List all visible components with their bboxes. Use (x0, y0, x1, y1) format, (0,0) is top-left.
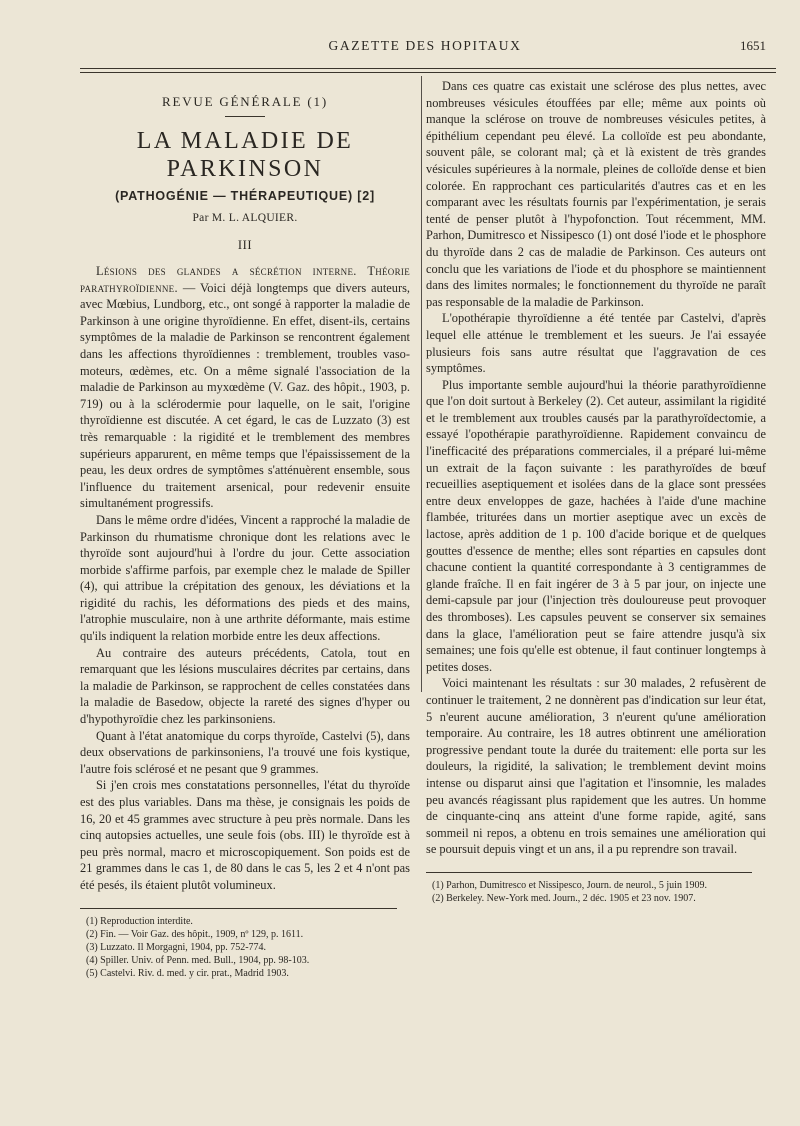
right-column (426, 78, 766, 905)
paragraph (80, 263, 410, 512)
footnote: (1) Parhon, Dumitresco et Nissipesco, Journ. de neurol., 5 juin 1909. (432, 879, 707, 891)
right-body-text (426, 78, 766, 858)
footnote-rule (426, 872, 752, 873)
article-byline: Par M. L. ALQUIER. (192, 212, 298, 224)
paragraph: Plus importante semble aujourd'hui la théorie parathyroïdienne que l'on doit surtout à Berkeley (2). Cet auteur, assimilant la rigidité et le tremblement aux troubles causés par la parathyroïdectomie, a essayé l'opothérapie parathyroïdienne. Rapidement convaincu de l'inefficacité des préparations commerciales, il a préparé lui-même un extrait de la façon suivante : les parathyroïdes de bœuf recueillies aseptiquement et isolées dans de la glace sont pressées entre deux enveloppes de gaze, hachées à l'aide d'une machine flambée, triturées dans un mortier aseptique avec un excès de lactose, après addition de 1 p. 100 d'acide borique et de quelques gouttes d'essence de menthe; elles sont réparties en capsules dont chacune contient la quantité correspondante à 3 centigrammes de glande fraîche. Il en fait ingérer de 3 à 5 par jour, on injecte une demi-capsule par jour (l'injection très douloureuse peut provoquer des thromboses). Les capsules peuvent se conserver six semaines dans la glace, l'amélioration peut se faire attendre jusqu'à six semaines; une fois qu'elle est obtenue, il faut continuer longtemps à petites doses. (426, 377, 766, 674)
paragraph: Quant à l'état anatomique du corps thyroïde, Castelvi (5), dans deux observations de parkinsoniens, l'a trouvé une fois kystique, l'autre fois sclérosé et ne pesant que 9 grammes. (80, 728, 410, 776)
paragraph-body: — Voici déjà longtemps que divers auteurs, avec Mœbius, Lundborg, etc., ont songé à rapporter la maladie de Parkinson à une origine thyroïdienne. En effet, disent-ils, certains symptômes de la maladie de Parkinson se rencontrent également dans les affections thyroïdiennes : tremblement, troubles vaso-moteurs, œdèmes, etc. On a même signalé l'association de la maladie de Parkinson au myxœdème (V. Gaz. des hôpit., 1903, p. 719) ou à la sclérodermie pour laquelle, on le sait, l'origine thyroïdienne est discutée. A cet égard, le cas de Luzzato (3) est très remarquable : la rigidité et le tremblement des membres supérieurs apparurent, en même temps que l'épaississement de la peau, les deux ordres de symptômes s'atténuèrent ensemble, sous l'influence du traitement arsenical, pour redevenir ensuite simultanément progressifs. (80, 280, 410, 511)
left-body-text (80, 263, 410, 894)
footnote: (1) Reproduction interdite. (86, 915, 193, 927)
footnote: (3) Luzzato. Il Morgagni, 1904, pp. 752-774. (86, 941, 267, 953)
page-number: 1651 (740, 38, 766, 53)
footnote: (2) Fin. — Voir Gaz. des hôpit., 1909, nº 129, p. 1611. (86, 928, 304, 940)
footnote-rule (80, 908, 397, 909)
paragraph: Si j'en crois mes constatations personnelles, l'état du thyroïde est des plus variables. Dans ma thèse, je consignais les poids de 16, 20 et 45 grammes avec structure à peu près normale. Dans les cinq autopsies actuelles, une seule fois (obs. III) le thyroïde est à peu près normal, macro et microscopiquement. Son poids est de 21 grammes dans le cas 1, de 80 dans le cas 5, les 2 et 4 n'ont pas été pesés, ils étaient plutôt volumineux. (80, 778, 410, 892)
right-footnotes (426, 879, 766, 905)
footnote: (5) Castelvi. Riv. d. med. y cir. prat., Madrid 1903. (86, 968, 289, 980)
article-title: LA MALADIE DE PARKINSON (136, 128, 354, 182)
header-rule (80, 68, 776, 73)
running-title: GAZETTE DES HOPITAUX (328, 38, 522, 53)
paragraph: Au contraire des auteurs précédents, Catola, tout en remarquant que les lésions musculaires décrites par certains, dans la maladie de Parkinson, se rapprochent de celles constatées dans la maladie de Basedow, objecte la rareté des signes d'hyper ou d'hypothyroïdie chez les parkinsoniens. (80, 645, 410, 727)
paragraph-lead: Lésions des glandes a sécrétion interne. Théorie parathyroïdienne. (80, 264, 410, 295)
paragraph: L'opothérapie thyroïdienne a été tentée par Castelvi, d'après lequel elle atténue le tremblement et les sueurs. Je l'ai essayée plusieurs fois sans autre résultat que l'aggravation de ces symptômes. (426, 311, 766, 376)
section-number: III (237, 238, 253, 252)
article-subtitle: (PATHOGÉNIE — THÉRAPEUTIQUE) [2] (115, 189, 375, 203)
paragraph: Voici maintenant les résultats : sur 30 malades, 2 refusèrent de continuer le traitement, 2 ne donnèrent pas d'indication sur leur état, 5 n'eurent aucune amélioration, 3 n'eurent qu'une amélioration temporaire. Au contraire, les 18 autres obtinrent une amélioration progressive pendant toute la durée du traitement: elle porta sur les douleurs, la rigidité, la salivation; le tremblement devint moins intense ou disparut ainsi que l'agitation et l'insomnie, les malades peu avancés réagissant plus rapidement que les autres. Un homme de cinquante-cinq ans atteint d'une forme rapide, agité, sans sommeil ni repos, a obtenu en trois semaines une amélioration qui se poursuit depuis vingt et un ans, il a pu reprendre son travail. (426, 676, 766, 857)
article-rubric: REVUE GÉNÉRALE (1) (162, 94, 328, 109)
column-divider (421, 76, 422, 692)
paragraph: Dans le même ordre d'idées, Vincent a rapproché la maladie de Parkinson du rhumatisme chronique dont les relations avec le thyroïde sont aujourd'hui à l'ordre du jour. Cette association morbide s'affirme parfois, par exemple chez le malade de Spiller (4), qui attribue la crépitation des genoux, les déviations et la rigidité du rachis, les déformations des pieds et des mains, l'atrophie musculaire, non à une arthrite déformante, mais estime qu'ils indiquent la relation morbide entre les deux affections. (80, 512, 410, 644)
paragraph: Dans ces quatre cas existait une sclérose des plus nettes, avec nombreuses vésicules étouffées par elle; même aux points où manque la sclérose on trouve de nombreuses vésicules petites, à épithélium cependant peu élevé. La colloïde est peu abondante, souvent pâle, se colorant mal; çà et là existent de très grandes vésicules supérieures à la normale, pleines de colloïde dense et bien colorée. En rapprochant ces particularités d'autres cas et en les comparant avec les résultats fournis par l'expérimentation, je serais tenté de penser plutôt à l'hypofonction. Tout récemment, MM. Parhon, Dumitresco et Nissipesco (1) ont dosé l'iode et le phosphore du thyroïde dans 2 cas de maladie de Parkinson. Ces auteurs ont conclu que les variations de l'iode et du phosphore se maintiennent dans des limites normales; le fonctionnement du thyroïde ne paraît pas responsable de la maladie de Parkinson. (426, 79, 766, 309)
footnote: (4) Spiller. Univ. of Penn. med. Bull., 1904, pp. 98-103. (86, 955, 310, 967)
page-header (80, 38, 770, 58)
footnote: (2) Berkeley. New-York med. Journ., 2 déc. 1905 et 23 nov. 1907. (432, 893, 696, 905)
left-footnotes (80, 915, 410, 981)
rubric-rule (225, 116, 265, 117)
left-column (80, 80, 410, 981)
